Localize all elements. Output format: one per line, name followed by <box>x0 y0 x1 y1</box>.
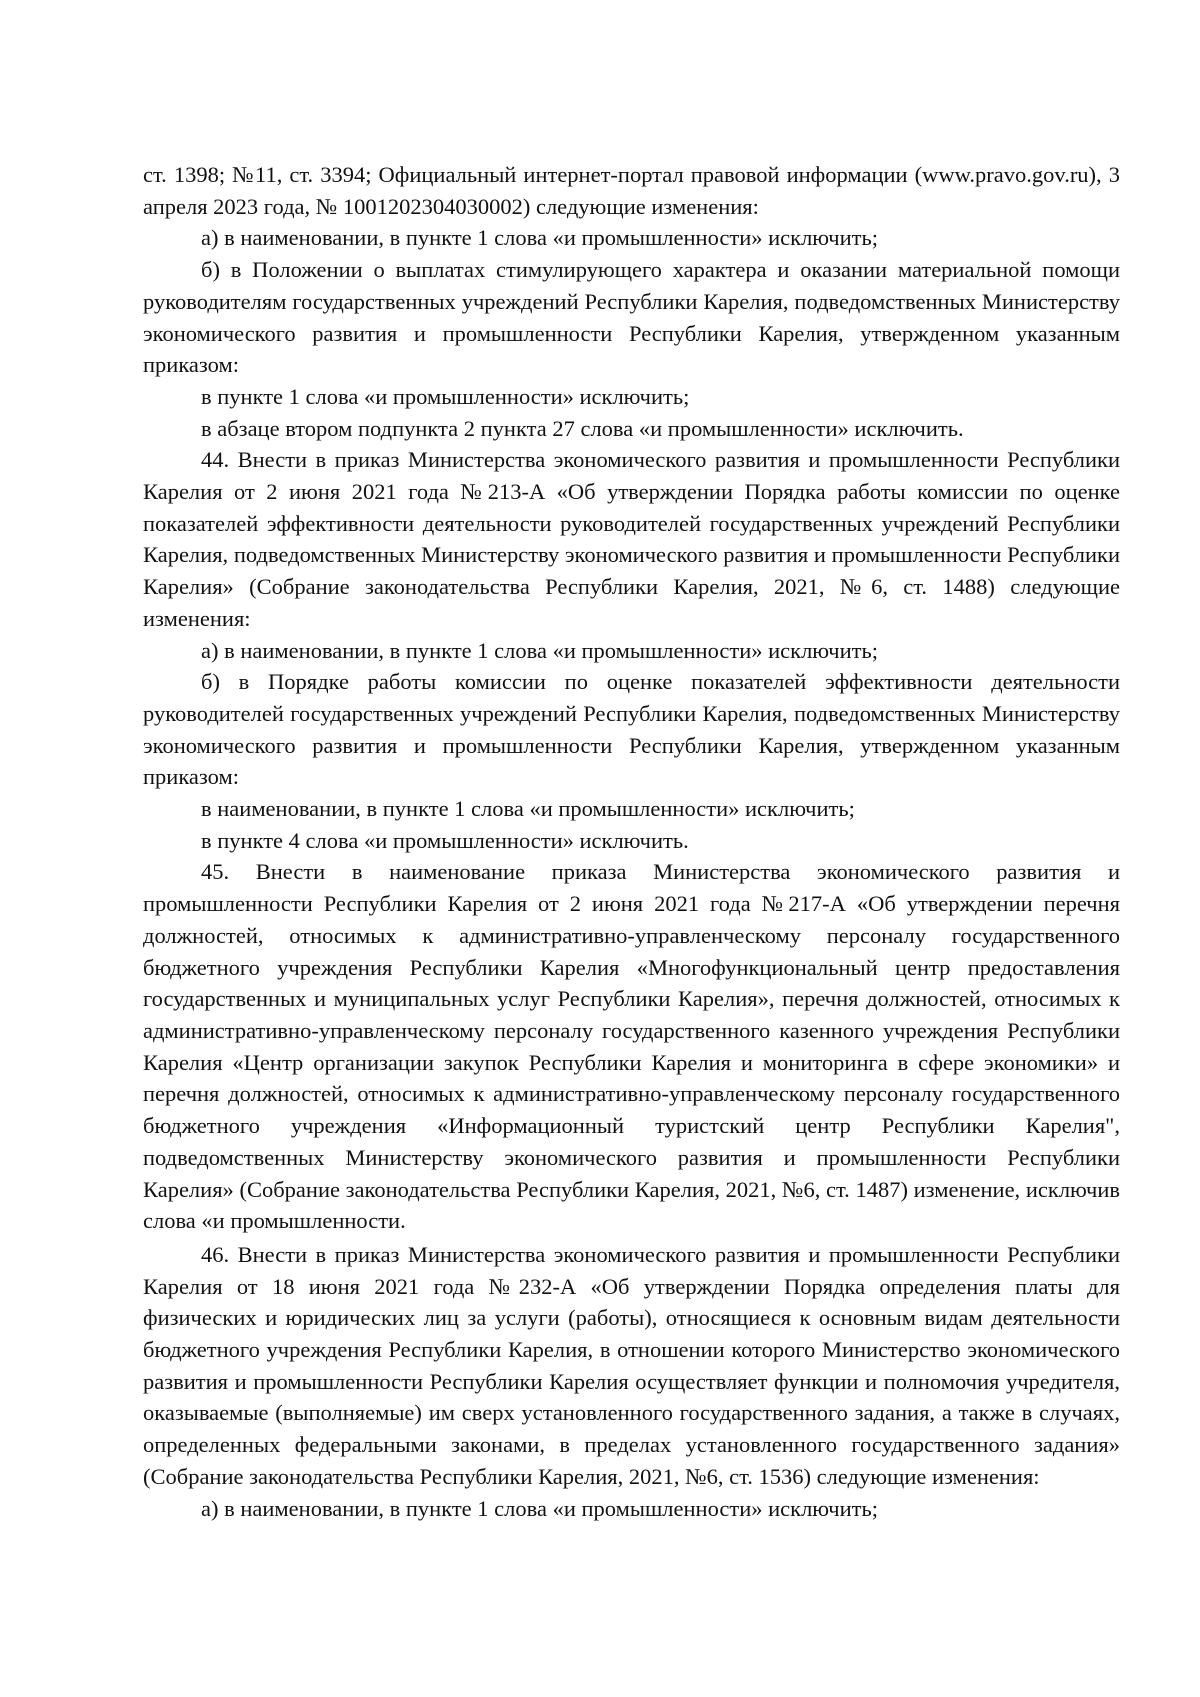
paragraph-clause-46: 46. Внести в приказ Министерства экономического развития и промышленности Республики Карелия от 18 июня 2021 года №232-А «Об утверждении Порядка определения платы для физических и юридических лиц за услуги (работы), относящиеся к основным видам деятельности бюджетного учреждения Республики Карелия, в отношении которого Министерство экономического развития и промышленности Республики Карелия осуществляет функции и полномочия учредителя, оказываемые (выполняемые) им сверх установленного государственного задания, а также в случаях, определенных федеральными законами, в пределах установленного государственного задания» (Собрание законодательства Республики Карелия, 2021, №6, ст. 1536) следующие изменения: <box>143 1241 1120 1489</box>
paragraph-continuation: ст. 1398; №11, ст. 3394; Официальный интернет-портал правовой информации (www.pravo.gov.ru), 3 апреля 2023 года, № 1001202304030002) следующие изменения: <box>143 162 1120 219</box>
paragraph-item-b: б) в Порядке работы комиссии по оценке показателей эффективности деятельности руководителей государственных учреждений Республики Карелия, подведомственных Министерству экономического развития и промышленности Республики Карелия, утвержденном указанным приказом: <box>143 669 1120 790</box>
paragraph-subitem: в наименовании, в пункте 1 слова «и промышленности» исключить; <box>201 796 855 822</box>
paragraph-item-a: а) в наименовании, в пункте 1 слова «и промышленности» исключить; <box>201 225 878 251</box>
paragraph-clause-45: 45. Внести в наименование приказа Министерства экономического развития и промышленности Республики Карелия от 2 июня 2021 года №217-А «Об утверждении перечня должностей, относимых к административно-управленческому персоналу государственного бюджетного учреждения Республики Карелия «Многофункциональный центр предоставления государственных и муниципальных услуг Республики Карелия», перечня должностей, относимых к административно-управленческому персоналу государственного казенного учреждения Республики Карелия «Центр организации закупок Республики Карелия и мониторинга в сфере экономики» и перечня должностей, относимых к административно-управленческому персоналу государственного бюджетного учреждения «Информационный туристский центр Республики Карелия", подведомственных Министерству экономического развития и промышленности Республики Карелия» (Собрание законодательства Республики Карелия, 2021, №6, ст. 1487) изменение, исключив слова «и промышленности. <box>143 859 1120 1234</box>
paragraph-subitem: в пункте 1 слова «и промышленности» исключить; <box>201 383 690 409</box>
paragraph-item-a: а) в наименовании, в пункте 1 слова «и промышленности» исключить; <box>201 637 878 663</box>
paragraph-subitem: в абзаце втором подпункта 2 пункта 27 слова «и промышленности» исключить. <box>201 415 964 441</box>
paragraph-subitem: в пункте 4 слова «и промышленности» исключить. <box>201 827 689 853</box>
paragraph-item-b: б) в Положении о выплатах стимулирующего характера и оказании материальной помощи руководителям государственных учреждений Республики Карелия, подведомственных Министерству экономического развития и промышленности Республики Карелия, утвержденном указанным приказом: <box>143 257 1120 378</box>
paragraph-item-a: а) в наименовании, в пункте 1 слова «и промышленности» исключить; <box>201 1495 878 1521</box>
paragraph-clause-44: 44. Внести в приказ Министерства экономического развития и промышленности Республики Карелия от 2 июня 2021 года №213-А «Об утверждении Порядка работы комиссии по оценке показателей эффективности деятельности руководителей государственных учреждений Республики Карелия, подведомственных Министерству экономического развития и промышленности Республики Карелия» (Собрание законодательства Республики Карелия, 2021, №6, ст. 1488) следующие изменения: <box>143 447 1120 631</box>
document-page <box>143 159 1120 1524</box>
